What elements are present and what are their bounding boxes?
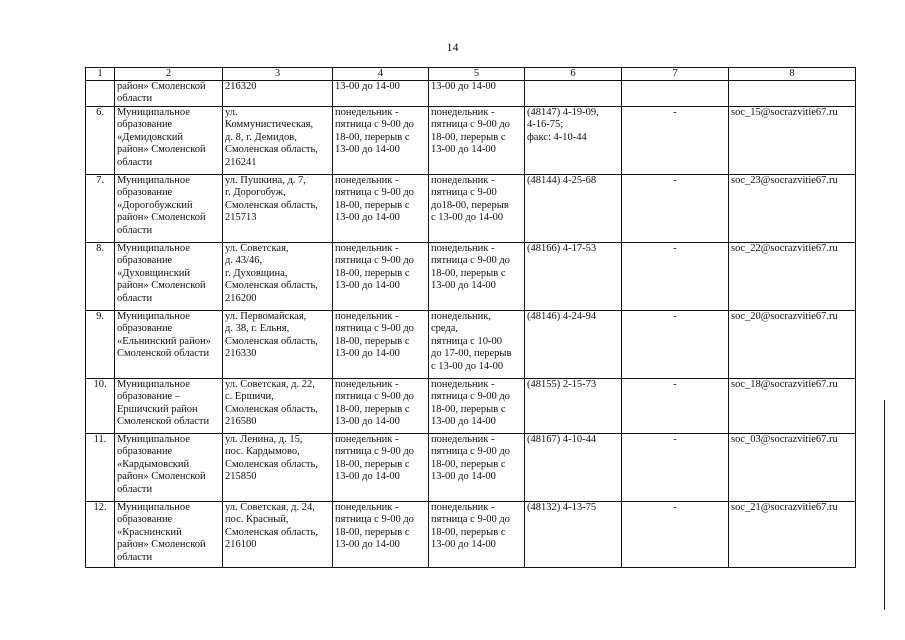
email-cell [729,81,856,107]
header-cell: 5 [429,68,525,81]
table-header-row [86,68,856,81]
hours-cell: понедельник - пятница с 9-00 до 18-00, перерыв с 13-00 до 14-00 [429,243,525,311]
phone-cell: (48146) 4-24-94 [525,311,622,379]
header-cell: 2 [115,68,223,81]
table-row [86,502,856,568]
column-7-cell: - [622,502,729,568]
email-cell: soc_18@socrazvitie67.ru [729,379,856,434]
municipality-name: Муниципальное образование «Дорогобужский район» Смоленской области [115,175,223,243]
hours-cell: 13-00 до 14-00 [333,81,429,107]
table-row [86,107,856,175]
municipality-name: Муниципальное образование «Кардымовский район» Смоленской области [115,434,223,502]
phone-cell: (48166) 4-17-53 [525,243,622,311]
municipality-name: Муниципальное образование «Духовщинский район» Смоленской области [115,243,223,311]
email-cell: soc_21@socrazvitie67.ru [729,502,856,568]
address-cell: ул. Пушкина, д. 7, г. Дорогобуж, Смоленская область, 215713 [223,175,333,243]
hours-cell: понедельник - пятница с 9-00 до 18-00, перерыв с 13-00 до 14-00 [429,502,525,568]
header-cell: 4 [333,68,429,81]
table-row [86,379,856,434]
hours-cell: понедельник - пятница с 9-00 до 18-00, перерыв с 13-00 до 14-00 [333,502,429,568]
phone-cell: (48155) 2-15-73 [525,379,622,434]
hours-cell: понедельник - пятница с 9-00 до18-00, перерыв с 13-00 до 14-00 [429,175,525,243]
hours-cell: понедельник - пятница с 9-00 до 18-00, перерыв с 13-00 до 14-00 [333,434,429,502]
email-cell: soc_03@socrazvitie67.ru [729,434,856,502]
email-cell: soc_23@socrazvitie67.ru [729,175,856,243]
table-row [86,243,856,311]
row-number: 7. [86,175,115,243]
hours-cell: понедельник - пятница с 9-00 до 18-00, перерыв с 13-00 до 14-00 [429,379,525,434]
row-number: 9. [86,311,115,379]
hours-cell: 13-00 до 14-00 [429,81,525,107]
column-7-cell: - [622,434,729,502]
hours-cell: понедельник - пятница с 9-00 до 18-00, перерыв с 13-00 до 14-00 [429,434,525,502]
row-number: 11. [86,434,115,502]
offices-table [85,67,856,568]
page-number: 14 [446,40,459,54]
address-cell: ул. Советская, д. 43/46, г. Духовщина, Смоленская область, 216200 [223,243,333,311]
column-7-cell: - [622,311,729,379]
email-cell: soc_20@socrazvitie67.ru [729,311,856,379]
table-row [86,311,856,379]
phone-cell: (48147) 4-19-09, 4-16-75; факс: 4-10-44 [525,107,622,175]
row-number: 12. [86,502,115,568]
table-row [86,81,856,107]
hours-cell: понедельник - пятница с 9-00 до 18-00, перерыв с 13-00 до 14-00 [333,311,429,379]
hours-cell: понедельник - пятница с 9-00 до 18-00, перерыв с 13-00 до 14-00 [333,379,429,434]
address-cell: ул. Советская, д. 24, пос. Красный, Смоленская область, 216100 [223,502,333,568]
hours-cell: понедельник - пятница с 9-00 до 18-00, перерыв с 13-00 до 14-00 [333,107,429,175]
table-row [86,175,856,243]
phone-cell: (48144) 4-25-68 [525,175,622,243]
municipality-name: Муниципальное образование «Краснинский район» Смоленской области [115,502,223,568]
header-cell: 6 [525,68,622,81]
table-body [86,68,856,568]
header-cell: 3 [223,68,333,81]
phone-cell: (48167) 4-10-44 [525,434,622,502]
header-cell: 7 [622,68,729,81]
header-cell: 8 [729,68,856,81]
municipality-name: район» Смоленской области [115,81,223,107]
address-cell: ул. Коммунистическая, д. 8, г. Демидов, Смоленская область, 216241 [223,107,333,175]
row-number: 6. [86,107,115,175]
email-cell: soc_15@socrazvitie67.ru [729,107,856,175]
table-row [86,434,856,502]
column-7-cell: - [622,379,729,434]
phone-cell: (48132) 4-13-75 [525,502,622,568]
hours-cell: понедельник - пятница с 9-00 до 18-00, перерыв с 13-00 до 14-00 [333,175,429,243]
column-7-cell: - [622,243,729,311]
municipality-name: Муниципальное образование – Ершичский район Смоленской области [115,379,223,434]
municipality-name: Муниципальное образование «Ельнинский район» Смоленской области [115,311,223,379]
row-number [86,81,115,107]
address-cell: ул. Первомайская, д. 38, г. Ельня, Смоленская область, 216330 [223,311,333,379]
address-cell: ул. Ленина, д. 15, пос. Кардымово, Смоленская область, 215850 [223,434,333,502]
phone-cell [525,81,622,107]
hours-cell: понедельник, среда, пятница с 10-00 до 17-00, перерыв с 13-00 до 14-00 [429,311,525,379]
hours-cell: понедельник - пятница с 9-00 до 18-00, перерыв с 13-00 до 14-00 [333,243,429,311]
address-cell: 216320 [223,81,333,107]
address-cell: ул. Советская, д. 22, с. Ершичи, Смоленская область, 216580 [223,379,333,434]
email-cell: soc_22@socrazvitie67.ru [729,243,856,311]
municipality-name: Муниципальное образование «Демидовский район» Смоленской области [115,107,223,175]
column-7-cell: - [622,107,729,175]
column-7-cell [622,81,729,107]
row-number: 10. [86,379,115,434]
hours-cell: понедельник - пятница с 9-00 до 18-00, перерыв с 13-00 до 14-00 [429,107,525,175]
margin-line [884,400,885,610]
header-cell: 1 [86,68,115,81]
row-number: 8. [86,243,115,311]
column-7-cell: - [622,175,729,243]
